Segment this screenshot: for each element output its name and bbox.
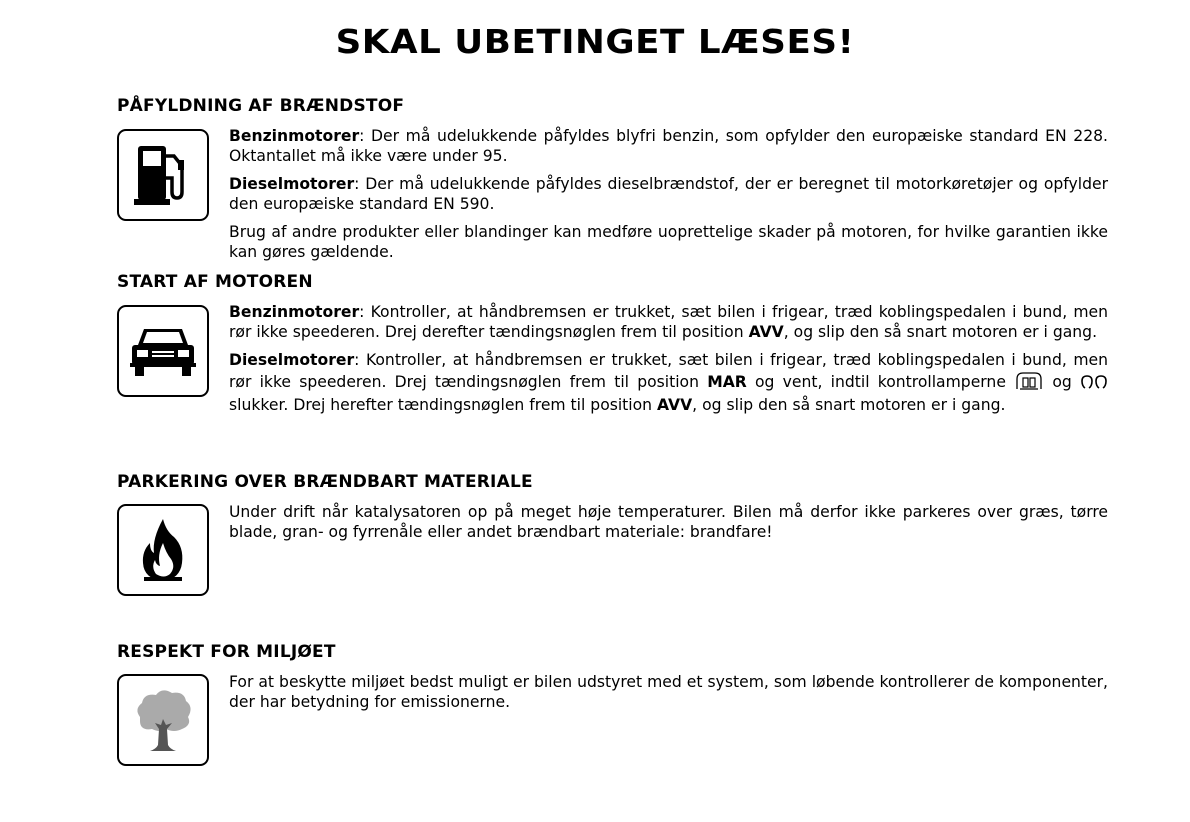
start-petrol-text-a: : Kontroller, at håndbremsen er trukket, sæt bilen i frigear, træd koblingspedalen i bund, men rør ikke speederen. Drej derefter tændingsnøglen frem til position <box>229 303 1108 341</box>
tree-icon <box>117 674 209 766</box>
section-heading-parking: PARKERING OVER BRÆNDBART MATERIALE <box>117 472 533 492</box>
start-diesel-label: Dieselmotorer <box>229 351 355 370</box>
start-diesel-text-c: og <box>1044 372 1080 391</box>
start-diesel-text-d: slukker. Drej herefter tændingsnøglen frem til position <box>229 396 658 415</box>
fuel-petrol-label: Benzinmotorer <box>229 127 360 145</box>
section-heading-environment: RESPEKT FOR MILJØET <box>117 642 336 662</box>
section-heading-start: START AF MOTOREN <box>117 272 313 292</box>
start-diesel-position-avv: AVV <box>657 396 693 415</box>
fuel-paragraph-diesel <box>229 175 1108 214</box>
fuel-petrol-text: : Der må udelukkende påfyldes blyfri benzin, som opfylder den europæiske standard EN 228. Oktantallet må ikke være under 95. <box>229 127 1108 165</box>
fuel-pump-icon <box>117 129 209 221</box>
start-petrol-text-b: , og slip den så snart motoren er i gang. <box>783 322 1098 341</box>
start-petrol-position: AVV <box>748 322 784 341</box>
start-diesel-text-b: og vent, indtil kontrollamperne <box>746 372 1015 391</box>
fuel-diesel-label: Dieselmotorer <box>229 175 355 194</box>
section-heading-fuel: PÅFYLDNING AF BRÆNDSTOF <box>117 96 405 116</box>
start-petrol-label: Benzinmotorer <box>229 303 360 321</box>
start-diesel-text-e: , og slip den så snart motoren er i gang. <box>692 396 1006 415</box>
fuel-paragraph-warning: Brug af andre produkter eller blandinger kan medføre uoprettelige skader på motoren, for hvilke garantien ikke kan gøres gældende. <box>229 223 1108 261</box>
glow-plug-icon <box>1080 375 1108 397</box>
page-title: SKAL UBETINGET LÆSES! <box>335 22 855 61</box>
start-paragraph-diesel <box>229 351 1108 416</box>
warning-lamp-icon <box>1014 371 1044 397</box>
start-diesel-position-mar: MAR <box>707 372 747 391</box>
flame-icon <box>117 504 209 596</box>
fuel-diesel-text: : Der må udelukkende påfyldes dieselbrændstof, der er beregnet til motorkøretøjer og opfylder den europæiske standard EN 590. <box>229 175 1108 213</box>
parking-text: Under drift når katalysatoren op på meget høje temperaturer. Bilen må derfor ikke parkeres over græs, tørre blade, gran- og fyrrenåle eller andet brændbart materiale: brandfare! <box>229 503 1108 541</box>
start-diesel-text-a: : Kontroller, at håndbremsen er trukket, sæt bilen i frigear, træd koblingspedalen i bund, men rør ikke speederen. Drej tændingsnøglen frem til position <box>229 351 1108 391</box>
start-paragraph-petrol <box>229 303 1108 342</box>
fuel-text <box>229 127 1108 272</box>
car-front-icon <box>117 305 209 397</box>
start-text <box>229 303 1108 425</box>
environment-text: For at beskytte miljøet bedst muligt er bilen udstyret med et system, som løbende kontrollerer de komponenter, der har betydning for emissionerne. <box>229 673 1108 711</box>
fuel-paragraph-petrol <box>229 127 1108 166</box>
